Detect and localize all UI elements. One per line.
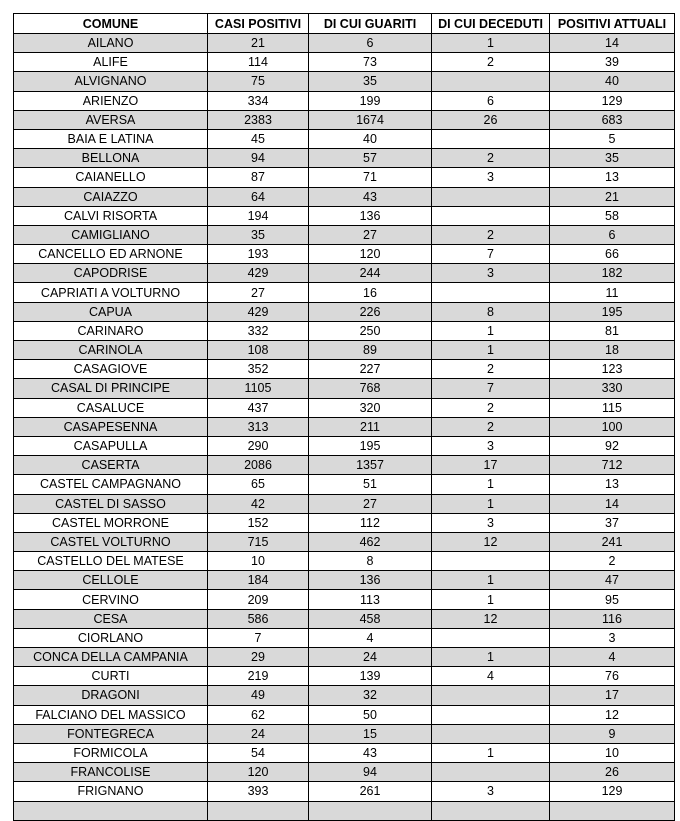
cell-positivi-attuali: 92 [550, 436, 675, 455]
cell-deceduti: 3 [432, 436, 550, 455]
cell-casi-positivi: 35 [208, 225, 309, 244]
cell-casi-positivi: 332 [208, 321, 309, 340]
cell-positivi-attuali: 37 [550, 513, 675, 532]
cell-deceduti [432, 72, 550, 91]
cell-casi-positivi: 193 [208, 245, 309, 264]
table-row [14, 206, 675, 225]
cell-deceduti: 1 [432, 590, 550, 609]
cell-positivi-attuali: 2 [550, 552, 675, 571]
cell-casi-positivi: 27 [208, 283, 309, 302]
cell-positivi-attuali: 11 [550, 283, 675, 302]
cell-deceduti: 1 [432, 341, 550, 360]
cell-deceduti: 6 [432, 91, 550, 110]
cell-casi-positivi: 54 [208, 743, 309, 762]
table-row [14, 245, 675, 264]
cell-comune: ALIFE [14, 53, 208, 72]
table-row [14, 225, 675, 244]
cell-positivi-attuali: 47 [550, 571, 675, 590]
table-row [14, 571, 675, 590]
cell-deceduti: 7 [432, 245, 550, 264]
cell-casi-positivi: 64 [208, 187, 309, 206]
cell-deceduti: 2 [432, 149, 550, 168]
cell-comune: CAIANELLO [14, 168, 208, 187]
table-row [14, 110, 675, 129]
cell-guariti: 113 [309, 590, 432, 609]
column-header-positivi-attuali: POSITIVI ATTUALI [550, 14, 675, 34]
table-row [14, 782, 675, 801]
cell-deceduti: 1 [432, 494, 550, 513]
cell-guariti: 139 [309, 667, 432, 686]
table-row [14, 91, 675, 110]
cell-deceduti [432, 206, 550, 225]
cell-deceduti: 12 [432, 532, 550, 551]
cell-comune: CERVINO [14, 590, 208, 609]
cell-casi-positivi: 209 [208, 590, 309, 609]
cell-guariti: 40 [309, 129, 432, 148]
cell-casi-positivi [208, 801, 309, 820]
cell-comune: CASALUCE [14, 398, 208, 417]
cell-positivi-attuali: 129 [550, 91, 675, 110]
cell-casi-positivi: 1105 [208, 379, 309, 398]
cell-deceduti [432, 724, 550, 743]
cell-positivi-attuali: 35 [550, 149, 675, 168]
cell-casi-positivi: 29 [208, 648, 309, 667]
cell-deceduti [432, 801, 550, 820]
cell-guariti: 43 [309, 187, 432, 206]
cell-positivi-attuali: 129 [550, 782, 675, 801]
cell-guariti: 89 [309, 341, 432, 360]
cell-guariti: 73 [309, 53, 432, 72]
table-row [14, 417, 675, 436]
cell-comune: CASAGIOVE [14, 360, 208, 379]
cell-positivi-attuali: 13 [550, 475, 675, 494]
cell-casi-positivi: 114 [208, 53, 309, 72]
table-row [14, 360, 675, 379]
table-row [14, 532, 675, 551]
cell-deceduti: 8 [432, 302, 550, 321]
table-row [14, 628, 675, 647]
cell-guariti: 199 [309, 91, 432, 110]
cell-comune: BAIA E LATINA [14, 129, 208, 148]
cell-casi-positivi: 10 [208, 552, 309, 571]
cell-deceduti: 1 [432, 34, 550, 53]
cell-positivi-attuali: 13 [550, 168, 675, 187]
table-row [14, 743, 675, 762]
cell-casi-positivi: 42 [208, 494, 309, 513]
cell-deceduti [432, 552, 550, 571]
table-row [14, 149, 675, 168]
cell-deceduti [432, 129, 550, 148]
cell-casi-positivi: 586 [208, 609, 309, 628]
cell-positivi-attuali: 17 [550, 686, 675, 705]
cell-positivi-attuali: 95 [550, 590, 675, 609]
table-row [14, 609, 675, 628]
cell-positivi-attuali: 40 [550, 72, 675, 91]
cell-deceduti: 1 [432, 743, 550, 762]
cell-comune: CAPODRISE [14, 264, 208, 283]
cell-comune: FRIGNANO [14, 782, 208, 801]
cell-casi-positivi: 120 [208, 763, 309, 782]
cell-comune: ALVIGNANO [14, 72, 208, 91]
cell-guariti: 16 [309, 283, 432, 302]
cell-deceduti: 7 [432, 379, 550, 398]
cell-guariti: 226 [309, 302, 432, 321]
table-row [14, 801, 675, 820]
table-row [14, 590, 675, 609]
cell-comune: FORMICOLA [14, 743, 208, 762]
cell-guariti: 50 [309, 705, 432, 724]
cell-deceduti [432, 686, 550, 705]
cell-comune: CASAPULLA [14, 436, 208, 455]
cell-guariti: 8 [309, 552, 432, 571]
cell-guariti: 261 [309, 782, 432, 801]
cell-positivi-attuali [550, 801, 675, 820]
cell-casi-positivi: 313 [208, 417, 309, 436]
cell-positivi-attuali: 195 [550, 302, 675, 321]
cell-guariti: 136 [309, 206, 432, 225]
cell-comune: DRAGONI [14, 686, 208, 705]
table-body [14, 34, 675, 821]
cell-positivi-attuali: 26 [550, 763, 675, 782]
table-row [14, 552, 675, 571]
cell-casi-positivi: 94 [208, 149, 309, 168]
cell-comune: CASAL DI PRINCIPE [14, 379, 208, 398]
cell-casi-positivi: 437 [208, 398, 309, 417]
cell-casi-positivi: 393 [208, 782, 309, 801]
cell-guariti: 94 [309, 763, 432, 782]
cell-comune: FONTEGRECA [14, 724, 208, 743]
cell-comune: CAPUA [14, 302, 208, 321]
cell-casi-positivi: 49 [208, 686, 309, 705]
cell-comune: FALCIANO DEL MASSICO [14, 705, 208, 724]
cell-positivi-attuali: 14 [550, 494, 675, 513]
cell-comune: CASTEL CAMPAGNANO [14, 475, 208, 494]
cell-casi-positivi: 2086 [208, 456, 309, 475]
cell-deceduti: 4 [432, 667, 550, 686]
cell-guariti: 136 [309, 571, 432, 590]
cell-positivi-attuali: 5 [550, 129, 675, 148]
cell-guariti: 51 [309, 475, 432, 494]
cell-guariti: 4 [309, 628, 432, 647]
cell-comune: CASTEL DI SASSO [14, 494, 208, 513]
table-row [14, 379, 675, 398]
cell-comune: CASERTA [14, 456, 208, 475]
table-row [14, 168, 675, 187]
cell-deceduti: 2 [432, 398, 550, 417]
table-row [14, 513, 675, 532]
cell-comune: AVERSA [14, 110, 208, 129]
cell-positivi-attuali: 81 [550, 321, 675, 340]
cell-casi-positivi: 352 [208, 360, 309, 379]
cell-casi-positivi: 24 [208, 724, 309, 743]
table-row [14, 34, 675, 53]
cell-positivi-attuali: 9 [550, 724, 675, 743]
column-header-comune: COMUNE [14, 14, 208, 34]
cell-casi-positivi: 290 [208, 436, 309, 455]
cell-deceduti [432, 187, 550, 206]
cell-comune: CALVI RISORTA [14, 206, 208, 225]
cell-positivi-attuali: 12 [550, 705, 675, 724]
cell-guariti: 768 [309, 379, 432, 398]
table-row [14, 283, 675, 302]
cell-casi-positivi: 21 [208, 34, 309, 53]
cell-deceduti: 1 [432, 571, 550, 590]
cell-guariti: 57 [309, 149, 432, 168]
cell-comune: ARIENZO [14, 91, 208, 110]
cell-guariti: 195 [309, 436, 432, 455]
cell-positivi-attuali: 66 [550, 245, 675, 264]
cell-comune: CAMIGLIANO [14, 225, 208, 244]
cell-deceduti: 17 [432, 456, 550, 475]
cell-positivi-attuali: 182 [550, 264, 675, 283]
table-row [14, 302, 675, 321]
table-row [14, 53, 675, 72]
cell-positivi-attuali: 683 [550, 110, 675, 129]
cell-positivi-attuali: 18 [550, 341, 675, 360]
cell-positivi-attuali: 116 [550, 609, 675, 628]
cell-casi-positivi: 715 [208, 532, 309, 551]
cell-positivi-attuali: 3 [550, 628, 675, 647]
cell-casi-positivi: 334 [208, 91, 309, 110]
cell-comune: CASTEL VOLTURNO [14, 532, 208, 551]
cell-guariti: 244 [309, 264, 432, 283]
cell-positivi-attuali: 4 [550, 648, 675, 667]
cell-comune: BELLONA [14, 149, 208, 168]
cell-casi-positivi: 2383 [208, 110, 309, 129]
cell-positivi-attuali: 115 [550, 398, 675, 417]
cell-guariti: 320 [309, 398, 432, 417]
cell-casi-positivi: 429 [208, 264, 309, 283]
cell-guariti: 1674 [309, 110, 432, 129]
cell-casi-positivi: 65 [208, 475, 309, 494]
cell-casi-positivi: 62 [208, 705, 309, 724]
cell-casi-positivi: 75 [208, 72, 309, 91]
table-row [14, 264, 675, 283]
cell-positivi-attuali: 6 [550, 225, 675, 244]
cell-comune: AILANO [14, 34, 208, 53]
cell-comune: CARINARO [14, 321, 208, 340]
column-header-deceduti: DI CUI DECEDUTI [432, 14, 550, 34]
cell-deceduti: 26 [432, 110, 550, 129]
cell-positivi-attuali: 14 [550, 34, 675, 53]
table-row [14, 724, 675, 743]
cell-positivi-attuali: 123 [550, 360, 675, 379]
table-row [14, 398, 675, 417]
cell-positivi-attuali: 76 [550, 667, 675, 686]
cell-casi-positivi: 429 [208, 302, 309, 321]
column-header-guariti: DI CUI GUARITI [309, 14, 432, 34]
table-row [14, 187, 675, 206]
cell-deceduti [432, 763, 550, 782]
cell-positivi-attuali: 712 [550, 456, 675, 475]
cell-comune: CAPRIATI A VOLTURNO [14, 283, 208, 302]
cell-guariti: 462 [309, 532, 432, 551]
table-row [14, 705, 675, 724]
cell-comune: CONCA DELLA CAMPANIA [14, 648, 208, 667]
cell-casi-positivi: 219 [208, 667, 309, 686]
table-row [14, 763, 675, 782]
cell-guariti: 71 [309, 168, 432, 187]
cell-guariti: 458 [309, 609, 432, 628]
cell-comune: CESA [14, 609, 208, 628]
cell-deceduti: 2 [432, 360, 550, 379]
cell-deceduti: 2 [432, 225, 550, 244]
cell-deceduti [432, 283, 550, 302]
cell-casi-positivi: 87 [208, 168, 309, 187]
cell-guariti: 250 [309, 321, 432, 340]
cell-comune: CANCELLO ED ARNONE [14, 245, 208, 264]
table-row [14, 456, 675, 475]
cell-deceduti: 3 [432, 513, 550, 532]
cell-guariti: 32 [309, 686, 432, 705]
cell-positivi-attuali: 58 [550, 206, 675, 225]
cell-deceduti: 1 [432, 648, 550, 667]
cell-guariti: 43 [309, 743, 432, 762]
cell-casi-positivi: 45 [208, 129, 309, 148]
cell-guariti: 211 [309, 417, 432, 436]
table-row [14, 321, 675, 340]
cell-comune: CURTI [14, 667, 208, 686]
cell-deceduti: 3 [432, 168, 550, 187]
cell-comune: CASAPESENNA [14, 417, 208, 436]
table-row [14, 648, 675, 667]
table-row [14, 686, 675, 705]
cell-guariti: 15 [309, 724, 432, 743]
cell-deceduti [432, 628, 550, 647]
cell-comune [14, 801, 208, 820]
cell-guariti: 27 [309, 225, 432, 244]
cell-deceduti [432, 705, 550, 724]
covid-data-table [13, 13, 675, 821]
cell-deceduti: 1 [432, 321, 550, 340]
cell-comune: CARINOLA [14, 341, 208, 360]
cell-positivi-attuali: 21 [550, 187, 675, 206]
table-row [14, 667, 675, 686]
cell-comune: CAIAZZO [14, 187, 208, 206]
table-row [14, 475, 675, 494]
cell-positivi-attuali: 10 [550, 743, 675, 762]
cell-comune: CIORLANO [14, 628, 208, 647]
cell-casi-positivi: 108 [208, 341, 309, 360]
cell-positivi-attuali: 241 [550, 532, 675, 551]
header-row [14, 14, 675, 34]
cell-positivi-attuali: 330 [550, 379, 675, 398]
cell-guariti: 35 [309, 72, 432, 91]
table-row [14, 494, 675, 513]
table-row [14, 341, 675, 360]
cell-deceduti: 3 [432, 264, 550, 283]
cell-comune: FRANCOLISE [14, 763, 208, 782]
cell-deceduti: 12 [432, 609, 550, 628]
cell-comune: CASTEL MORRONE [14, 513, 208, 532]
cell-deceduti: 3 [432, 782, 550, 801]
cell-casi-positivi: 194 [208, 206, 309, 225]
table-row [14, 436, 675, 455]
cell-guariti: 27 [309, 494, 432, 513]
table-row [14, 129, 675, 148]
cell-guariti: 112 [309, 513, 432, 532]
cell-guariti: 24 [309, 648, 432, 667]
cell-guariti: 227 [309, 360, 432, 379]
table-row [14, 72, 675, 91]
cell-deceduti: 2 [432, 53, 550, 72]
cell-positivi-attuali: 100 [550, 417, 675, 436]
cell-deceduti: 2 [432, 417, 550, 436]
column-header-casi-positivi: CASI POSITIVI [208, 14, 309, 34]
cell-comune: CELLOLE [14, 571, 208, 590]
cell-guariti: 1357 [309, 456, 432, 475]
cell-guariti: 6 [309, 34, 432, 53]
cell-guariti [309, 801, 432, 820]
cell-deceduti: 1 [432, 475, 550, 494]
cell-casi-positivi: 7 [208, 628, 309, 647]
cell-comune: CASTELLO DEL MATESE [14, 552, 208, 571]
cell-casi-positivi: 152 [208, 513, 309, 532]
cell-guariti: 120 [309, 245, 432, 264]
cell-positivi-attuali: 39 [550, 53, 675, 72]
cell-casi-positivi: 184 [208, 571, 309, 590]
